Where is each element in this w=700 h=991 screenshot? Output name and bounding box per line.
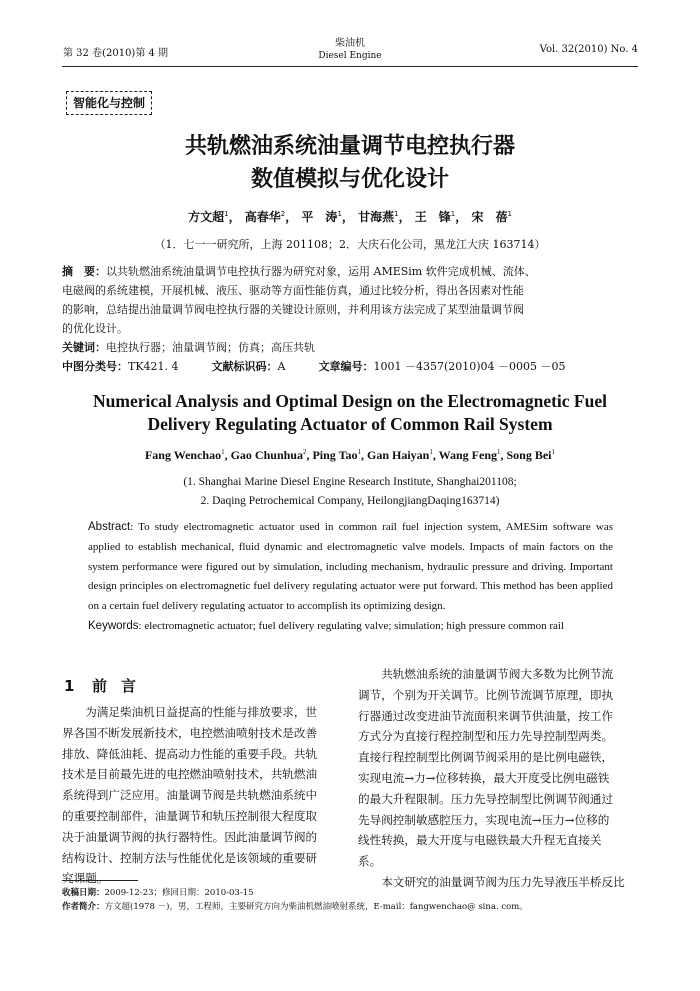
author-name-en: Gan Haiyan [367,448,430,462]
author-name: 平 涛 [301,210,338,224]
clc-label: 中图分类号： [62,360,128,373]
author-name-en: Ping Tao [312,448,358,462]
body-line: 线性转换，最大开度与电磁铁最大升程无直接关 [358,833,602,848]
doc-code-value: A [277,360,286,373]
section-tag: 智能化与控制 [66,91,152,115]
body-line: 界各国不断发展新技术，电控燃油喷射技术是改善 [62,725,318,740]
keywords-en-label: Keywords [88,619,139,632]
title-en-line-2: Delivery Regulating Actuator of Common Rail System [147,414,553,434]
keywords-cn-label: 关键词： [62,341,106,354]
body-line: 直接行程控制型比例调节阀采用的是比例电磁铁， [358,750,614,765]
running-header-issue: 第 32 卷(2010)第 4 期 [63,48,169,59]
body-column-right [358,664,640,893]
body-line: 本文研究的油量调节阀为压力先导液压半桥反比 [358,874,625,889]
author-name: 宋 蓓 [471,210,508,224]
author-name-en: Fang Wenchao [144,448,222,462]
author-affil-sup: 2 [302,448,307,456]
section-heading [64,675,150,696]
author-list-cn: 方文超$^1$， 高春华$^2$， 平 涛$^1$， 甘海燕$^1$， 王 锋$^1$， 宋 蓓$^1$ [188,210,512,224]
author-name: 方文超 [188,210,225,224]
section-title: 前言 [92,677,151,695]
title-cn-line-1: 共轨燃油系统油量调节电控执行器 [184,134,515,159]
body-line: 方式分为直接行程控制型和压力先导控制型两类。 [358,729,614,744]
author-affil-sup: 2 [280,210,286,218]
author-name: 高春华 [244,210,281,224]
affiliation-en-line: (1. Shanghai Marine Diesel Engine Research Institute, Shanghai201108; [183,476,517,488]
affiliation-en [0,473,700,511]
abstract-cn-line [62,262,640,281]
keywords-cn-text: 电控执行器；油量调节阀；仿真；高压共轨 [106,341,315,354]
abstract-cn-line: 的优化设计。 [62,322,128,335]
keywords-en-text: electromagnetic actuator; fuel delivery regulating valve; simulation; high pressure common rail [144,619,565,632]
affiliation-cn: （1．七一一研究所，上海 201108；2．大庆石化公司，黑龙江大庆 163714） [154,238,546,251]
abstract-cn-text: 以共轨燃油系统油量调节电控执行器为研究对象，运用 AMESim 软件完成机械、流体、 [106,265,536,278]
body-column-left [62,702,344,889]
author-affil-sup: 1 [221,448,225,456]
classification-line [62,357,640,376]
body-line: 为满足柴油机日益提高的性能与排放要求，世 [62,705,318,719]
body-line: 结构设计、控制方法与性能优化是该领域的重要研 [62,850,318,865]
journal-name-en: Diesel Engine [318,51,382,61]
body-line: 系统得到广泛应用。油量调节阀是共轨燃油系统中 [62,788,318,803]
body-line: 调节，个别为开关调节。比例节流调节原理，即执 [358,687,614,702]
author-affil-sup: 1 [450,210,456,218]
affiliation-en-line: 2. Daqing Petrochemical Company, HeilongjiangDaqing163714) [200,495,500,507]
title-en-line-1: Numerical Analysis and Optimal Design on the Electromagnetic Fuel [93,391,607,411]
body-line: 的最大升程限制。压力先导控制型比例调节阀通过 [358,791,614,806]
abstract-cn-line: 电磁阀的系统建模，开展机械、液压、驱动等方面性能仿真，通过比较分析，得出各因素对性能 [62,284,524,297]
doc-code-label: 文献标识码： [211,360,278,373]
body-line: 的重要控制部件，油量调节和轨压控制很大程度取 [62,808,318,823]
footnote-dates [62,886,254,898]
footnote-dates-label: 收稿日期： [62,888,105,898]
footnote-author-label: 作者简介： [62,902,105,912]
keywords-en: Keywords: electromagnetic actuator; fuel delivery regulating valve; simulation; high pressure common rail [88,619,565,632]
author-name: 王 锋 [414,210,451,224]
section-number: 1 [64,677,75,695]
author-affil-sup: 1 [429,448,433,456]
author-name-en: Gao Chunhua [230,448,303,462]
author-list-en: Fang Wenchao$^1$, Gao Chunhua$^2$, Ping Tao$^1$, Gan Haiyan$^1$, Wang Feng$^1$, Song Bei$^1$ [144,448,556,462]
body-line: 系。 [358,854,382,869]
abstract-en-label: Abstract [88,521,131,533]
author-affil-sup: 1 [497,448,501,456]
clc-value: TK421. 4 [128,360,179,373]
journal-name-cn: 柴油机 [335,38,365,49]
abstract-en-block [88,518,613,637]
author-affil-sup: 1 [337,210,342,218]
body-line: 究课题。 [62,871,109,886]
keywords-cn [62,338,640,357]
body-line: 决于油量调节阀的执行器特性。因此油量调节阀的 [62,829,318,844]
abstract-en-text: To study electromagnetic actuator used in common rail fuel injection system, AMESim software was applied to establish mechanical, fluid dynamic and electromagnetic valve models. Impacts of main factors on the system performance were figured out by simulation, including mechanism, hydraulic pressure and driving. Important design principles on electromagnetic fuel delivery regulating actuator were put forward. This method has been applied on a certain fuel delivery regulating actuator to accomplish its optimizing design. [88,521,614,613]
title-cn-line-2: 数值模拟与优化设计 [250,167,449,192]
running-header-volume: Vol. 32(2010) No. 4 [539,44,638,55]
author-affil-sup: 1 [394,210,399,218]
author-name-en: Wang Feng [438,448,497,462]
author-affil-sup: 1 [224,210,229,218]
author-affil-sup: 1 [357,448,361,456]
header-divider [62,66,638,67]
author-affil-sup: 1 [551,448,556,456]
body-line: 共轨燃油系统的油量调节阀大多数为比例节流 [358,667,614,681]
body-line: 技术是目前最先进的电控燃油喷射技术，共轨燃油 [62,767,318,782]
body-line: 行器通过改变进油节流面积来调节供油量，按工作 [358,708,614,723]
footnote-divider [62,880,138,881]
abstract-cn-block [62,262,640,376]
abstract-cn-line: 的影响，总结提出油量调节阀电控执行器的关键设计原则，并利用该方法完成了某型油量调节阀 [62,303,524,316]
abstract-en-paragraph: Abstract: To study electromagnetic actuator used in common rail fuel injection system, AMESim software was applied to establish mechanical, fluid dynamic and electromagnetic valve models. Impacts of main factors on the system performance were figured out by simulation, including mechanism, hydraulic pressure and driving. Important design principles on electromagnetic fuel delivery regulating actuator were put forward. This method has been applied on a certain fuel delivery regulating actuator to accomplish its optimizing design. [88,521,614,613]
footnote-author-text: 方文超(1978 －)，男，工程师，主要研究方向为柴油机燃油喷射系统，E-mail：fangwenchao@ sina. com。 [104,902,528,912]
footnote-author [62,900,528,912]
article-no-value: 1001 －4357(2010)04 －0005 －05 [373,360,566,373]
author-affil-sup: 1 [507,210,512,218]
author-name-en: Song Bei [506,448,552,462]
article-no-label: 文章编号： [318,360,374,373]
body-line: 实现电流→力→位移转换，最大开度受比例电磁铁 [358,770,610,785]
abstract-cn-label: 摘 要： [62,265,106,278]
body-line: 先导阀控制敏感腔压力，实现电流→压力→位移的 [358,812,610,827]
footnote-dates-text: 2009-12-23；修回日期：2010-03-15 [104,888,254,898]
body-line: 排放、降低油耗、提高动力性能的重要手段。共轨 [62,746,318,761]
author-name: 甘海燕 [358,210,395,224]
